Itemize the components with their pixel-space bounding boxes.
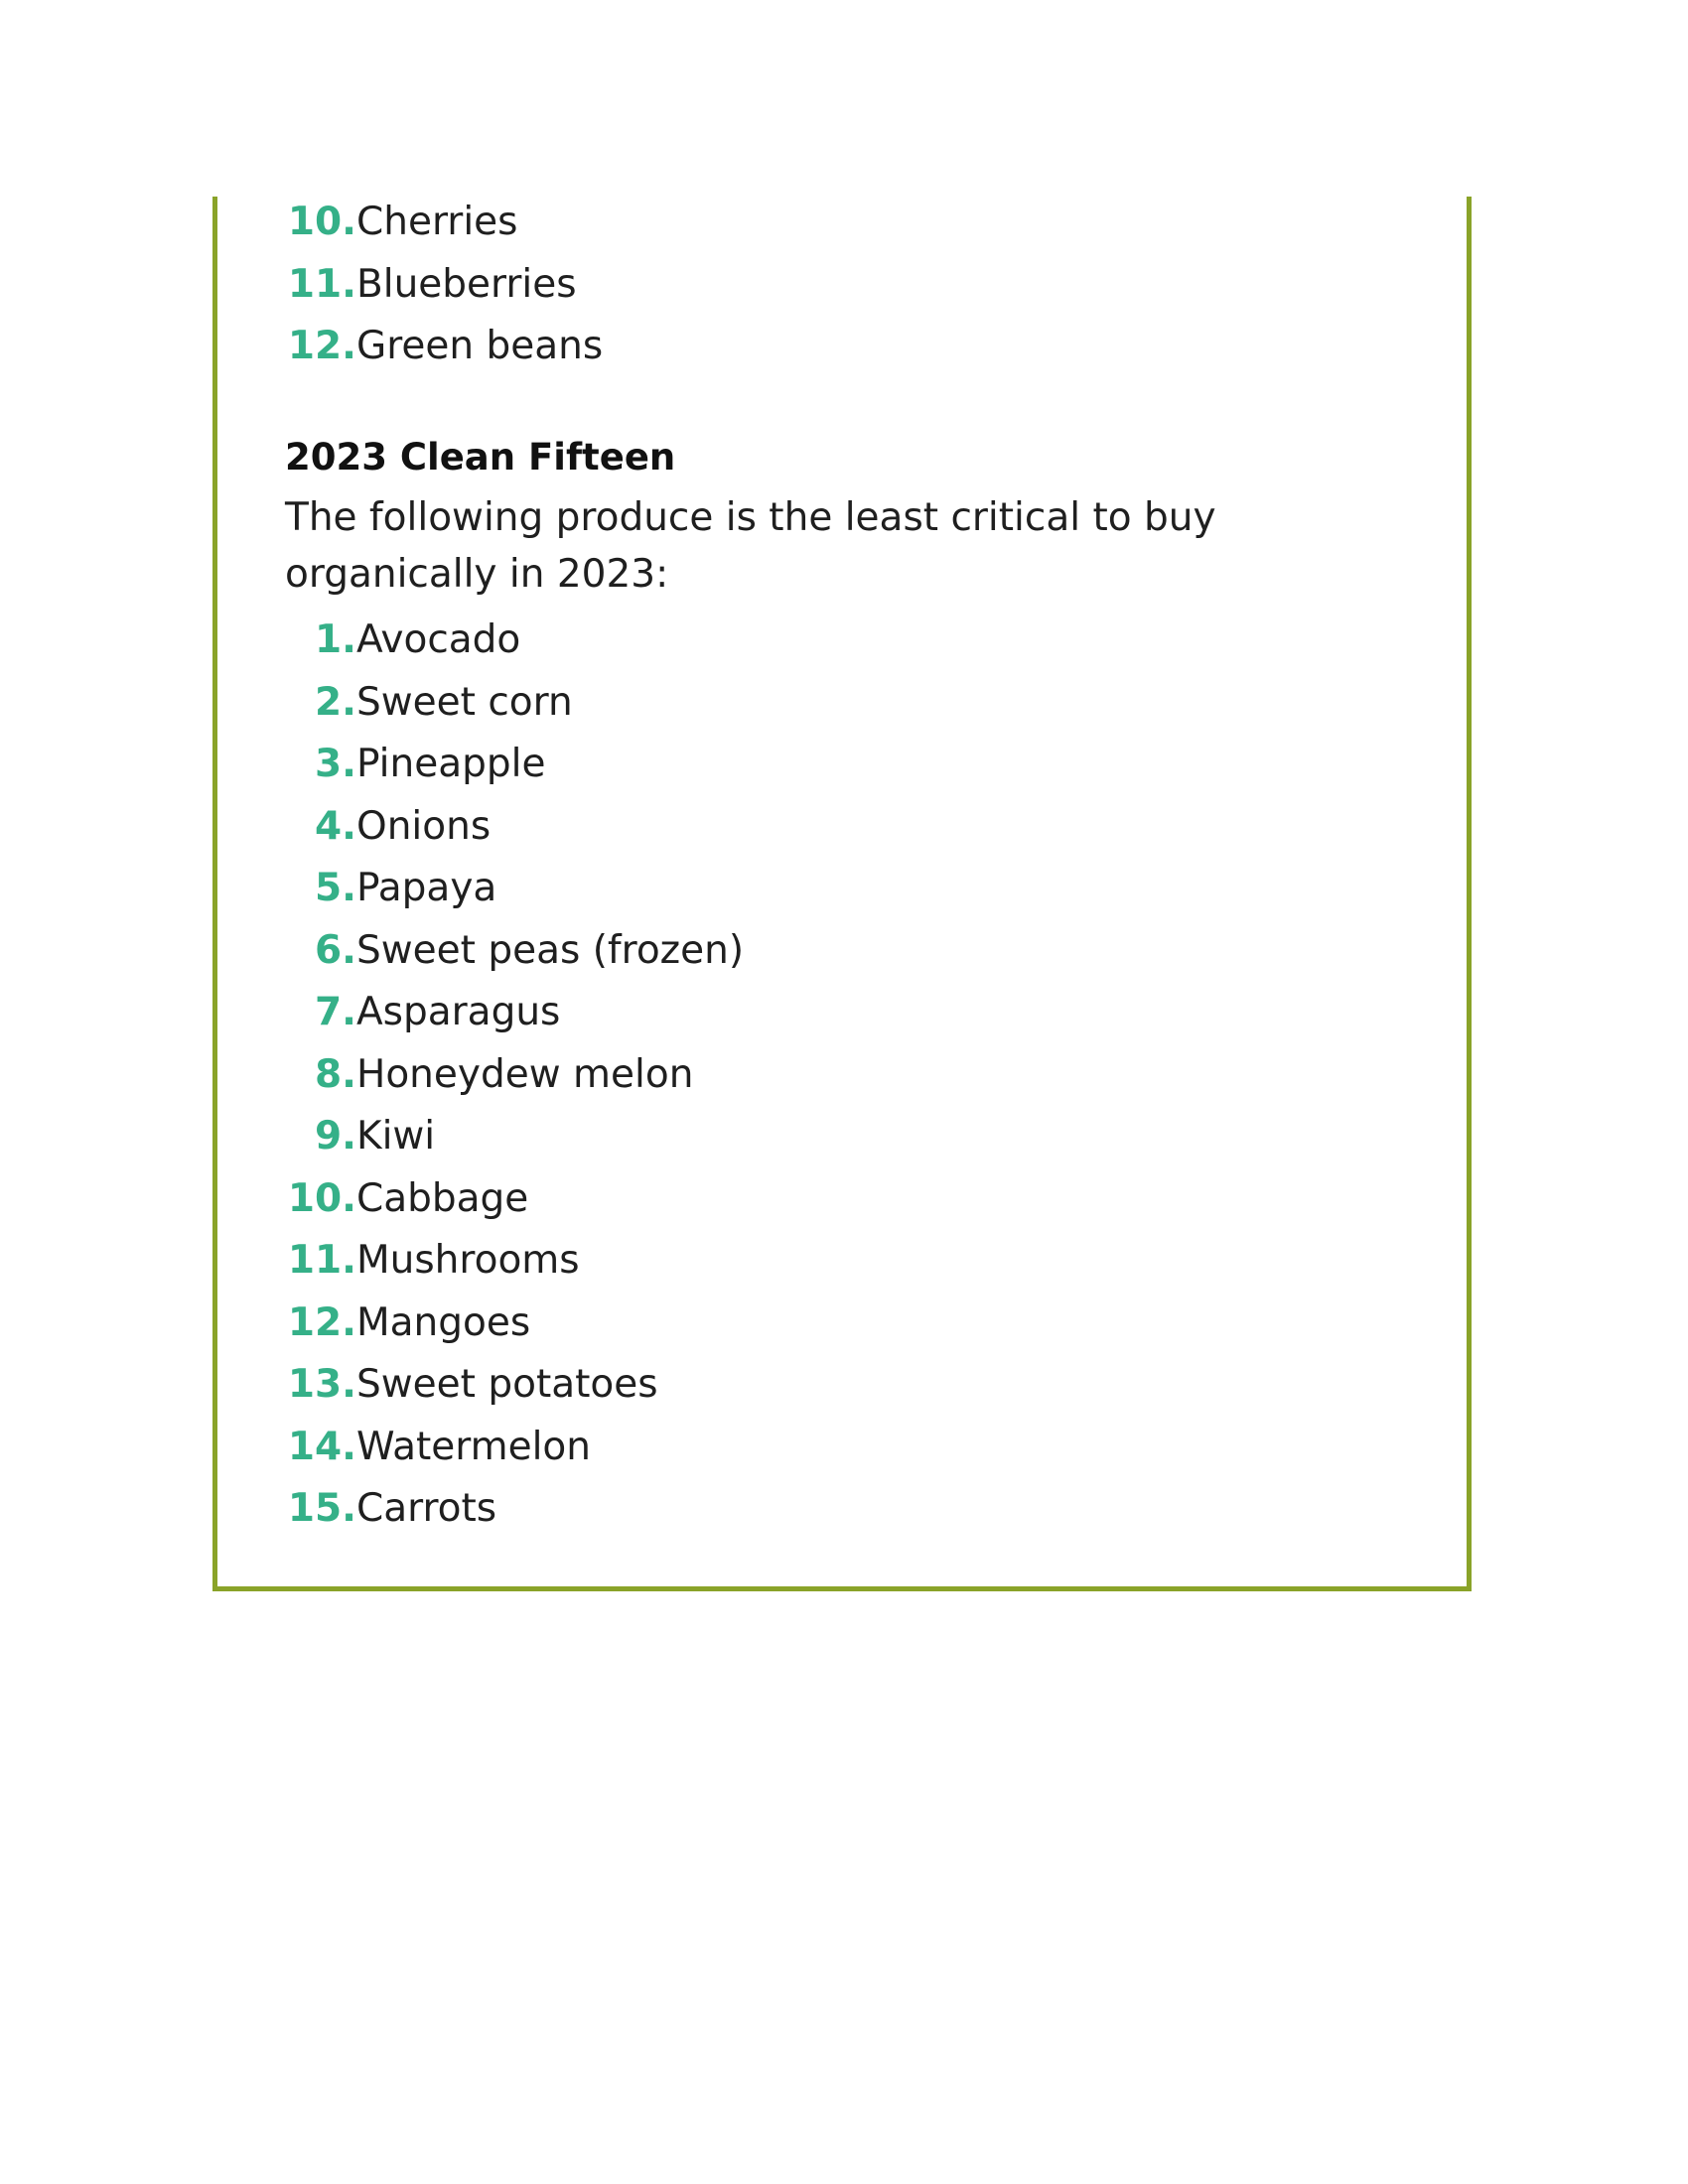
list-item-number: 4. [315, 803, 356, 849]
list-item-number: 8. [315, 1051, 356, 1097]
list-item-number: 13. [287, 1362, 356, 1407]
list-item [217, 672, 1409, 735]
list-item-number: 1. [315, 617, 356, 662]
list-item-number: 9. [315, 1114, 356, 1159]
list-item-number: 12. [287, 1299, 356, 1345]
list-item-number: 15. [287, 1486, 356, 1531]
list-item [217, 610, 1409, 672]
list-item [217, 920, 1409, 983]
list-item-label: Sweet corn [356, 679, 573, 725]
list-item-label: Blueberries [356, 261, 577, 307]
list-item-number: 7. [315, 990, 356, 1034]
list-item [217, 796, 1409, 859]
clean-fifteen-list [217, 610, 1409, 1541]
section-intro: The following produce is the least critical to buy organically in 2023: [285, 495, 1216, 597]
list-item-number: 3. [315, 742, 356, 786]
list-item-label: Papaya [356, 866, 497, 910]
list-item-label: Kiwi [356, 1114, 436, 1159]
section-heading: 2023 Clean Fifteen [285, 436, 676, 478]
list-item-number: 11. [287, 1238, 356, 1283]
list-item-label: Mushrooms [356, 1238, 580, 1283]
list-item-label: Sweet peas (frozen) [356, 927, 745, 973]
produce-list-box [212, 197, 1472, 1591]
list-item-label: Cabbage [356, 1175, 529, 1221]
list-item [217, 1417, 1409, 1479]
list-item-number: 6. [315, 927, 356, 973]
list-item [217, 316, 1409, 378]
list-item [217, 1478, 1409, 1541]
list-item-label: Onions [356, 803, 492, 849]
list-item-number: 10. [287, 1175, 356, 1221]
list-item [217, 1293, 1409, 1355]
list-item-number: 2. [315, 679, 356, 725]
list-item-number: 11. [287, 261, 356, 307]
list-item-label: Cherries [356, 200, 518, 244]
list-item-label: Pineapple [356, 742, 546, 786]
list-item [217, 254, 1409, 317]
list-item-number: 5. [315, 866, 356, 910]
list-item [217, 1044, 1409, 1107]
list-item-number: 10. [287, 200, 356, 244]
list-item-label: Green beans [356, 324, 604, 368]
list-item-label: Asparagus [356, 990, 561, 1034]
list-item [217, 1106, 1409, 1168]
list-item-label: Mangoes [356, 1299, 531, 1345]
list-item [217, 1168, 1409, 1231]
list-item-label: Avocado [356, 617, 521, 662]
dirty-dozen-list-continued [217, 192, 1409, 378]
list-item [217, 858, 1409, 920]
list-item [217, 982, 1409, 1044]
list-item-label: Watermelon [356, 1424, 591, 1469]
list-item-number: 12. [287, 324, 356, 368]
list-item [217, 1230, 1409, 1293]
list-item [217, 192, 1409, 254]
list-item-label: Honeydew melon [356, 1051, 694, 1097]
list-item [217, 734, 1409, 796]
list-item-number: 14. [287, 1424, 356, 1469]
list-item-label: Carrots [356, 1486, 497, 1531]
list-item-label: Sweet potatoes [356, 1362, 658, 1407]
list-item [217, 1354, 1409, 1417]
